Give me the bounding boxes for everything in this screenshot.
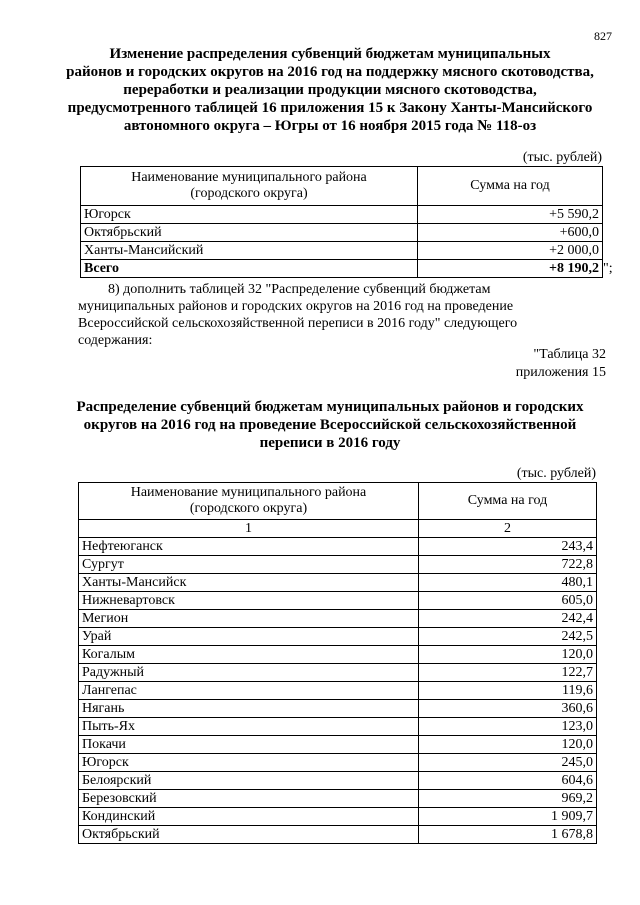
- row-value: 480,1: [419, 574, 597, 592]
- row-name: Нижневартовск: [79, 592, 419, 610]
- row-name: Нефтеюганск: [79, 538, 419, 556]
- row-name: Кондинский: [79, 808, 419, 826]
- row-value: 1 909,7: [419, 808, 597, 826]
- row-name: Сургут: [79, 556, 419, 574]
- section2-units: (тыс. рублей): [516, 466, 596, 481]
- section1-title: [60, 45, 600, 135]
- table-row: [79, 754, 597, 772]
- column-number: 1: [79, 520, 419, 538]
- table-reference-line: "Таблица 32: [533, 347, 606, 362]
- table-row: [79, 736, 597, 754]
- section1-title-line: предусмотренного таблицей 16 приложения 15 к Закону Ханты-Мансийского: [67, 100, 593, 116]
- table-row: [79, 790, 597, 808]
- row-value: 119,6: [419, 682, 597, 700]
- row-name: Урай: [79, 628, 419, 646]
- row-name: Октябрьский: [79, 826, 419, 844]
- section1-title-line: переработки и реализации продукции мясного скотоводства,: [123, 82, 537, 98]
- table-row: [79, 610, 597, 628]
- row-value: 604,6: [419, 772, 597, 790]
- table-row: [79, 808, 597, 826]
- table-row: [79, 664, 597, 682]
- table-row: [79, 592, 597, 610]
- closing-quote: ";: [603, 261, 613, 276]
- paragraph-line: содержания:: [78, 333, 153, 348]
- row-value: 123,0: [419, 718, 597, 736]
- table-row: [81, 206, 603, 224]
- section2-title-line: округов на 2016 год на проведение Всероссийской сельскохозяйственной: [83, 417, 577, 433]
- paragraph-line: Всероссийской сельскохозяйственной переписи в 2016 году" следующего: [78, 316, 518, 331]
- table-row: [79, 556, 597, 574]
- table-row: [79, 700, 597, 718]
- table-reference: [516, 346, 606, 382]
- row-name: Югорск: [81, 206, 418, 224]
- row-name: Лангепас: [79, 682, 419, 700]
- table-row: [79, 574, 597, 592]
- row-name: Березовский: [79, 790, 419, 808]
- row-value: 242,5: [419, 628, 597, 646]
- table-row: [79, 646, 597, 664]
- row-value: 122,7: [419, 664, 597, 682]
- header-cell-sum: Сумма на год: [418, 167, 603, 206]
- header-line: Наименование муниципального района: [131, 170, 367, 185]
- row-name: Октябрьский: [81, 224, 418, 242]
- table-row: [79, 826, 597, 844]
- row-value: 120,0: [419, 736, 597, 754]
- row-value: 360,6: [419, 700, 597, 718]
- row-name: Пыть-Ях: [79, 718, 419, 736]
- column-number-row: [79, 520, 597, 538]
- row-value: +5 590,2: [418, 206, 603, 224]
- row-value: 245,0: [419, 754, 597, 772]
- header-line: Наименование муниципального района: [130, 485, 367, 500]
- header-line: (городского округа): [189, 501, 308, 516]
- paragraph-line: 8) дополнить таблицей 32 "Распределение субвенций бюджетам: [108, 282, 491, 297]
- section2-title-line: Распределение субвенций бюджетам муниципальных районов и городских: [76, 399, 584, 415]
- section2-title-line: переписи в 2016 году: [259, 435, 401, 451]
- table-row: [79, 538, 597, 556]
- table-header-row: [81, 167, 603, 206]
- census-subsidy-table: [78, 482, 597, 844]
- table-row: [79, 628, 597, 646]
- amendment-paragraph: [78, 281, 604, 349]
- row-name: Когалым: [79, 646, 419, 664]
- table-row: [81, 242, 603, 260]
- row-value: +2 000,0: [418, 242, 603, 260]
- row-value: 243,4: [419, 538, 597, 556]
- section1-title-line: районов и городских округов на 2016 год на поддержку мясного скотоводства,: [66, 64, 594, 80]
- header-cell-municipality: [81, 167, 418, 206]
- row-name: Ханты-Мансийск: [79, 574, 419, 592]
- total-value: +8 190,2: [418, 260, 603, 278]
- row-name: Югорск: [79, 754, 419, 772]
- total-label: Всего: [81, 260, 418, 278]
- row-name: Мегион: [79, 610, 419, 628]
- row-value: 722,8: [419, 556, 597, 574]
- header-cell-sum: Сумма на год: [419, 483, 597, 520]
- row-name: Белоярский: [79, 772, 419, 790]
- paragraph-line: муниципальных районов и городских округов на 2016 год на проведение: [78, 299, 514, 314]
- total-row: [81, 260, 603, 278]
- table-header-row: [79, 483, 597, 520]
- table-reference-line: приложения 15: [515, 365, 606, 380]
- table-row: [81, 224, 603, 242]
- row-value: 969,2: [419, 790, 597, 808]
- table-row: [79, 718, 597, 736]
- section2-title: [60, 398, 600, 452]
- header-line: (городского округа): [190, 186, 308, 201]
- row-value: 242,4: [419, 610, 597, 628]
- row-value: +600,0: [418, 224, 603, 242]
- section1-title-line: Изменение распределения субвенций бюджетам муниципальных: [109, 46, 551, 62]
- section1-title-line: автономного округа – Югры от 16 ноября 2015 года № 118-оз: [123, 118, 537, 134]
- row-value: 120,0: [419, 646, 597, 664]
- page-number: 827: [594, 29, 612, 43]
- row-value: 1 678,8: [419, 826, 597, 844]
- table-row: [79, 682, 597, 700]
- row-name: Нягань: [79, 700, 419, 718]
- row-value: 605,0: [419, 592, 597, 610]
- table-row: [79, 772, 597, 790]
- row-name: Радужный: [79, 664, 419, 682]
- column-number: 2: [419, 520, 597, 538]
- row-name: Ханты-Мансийский: [81, 242, 418, 260]
- row-name: Покачи: [79, 736, 419, 754]
- header-cell-municipality: [79, 483, 419, 520]
- subsidy-change-table: [80, 166, 603, 278]
- section1-units: (тыс. рублей): [522, 150, 602, 165]
